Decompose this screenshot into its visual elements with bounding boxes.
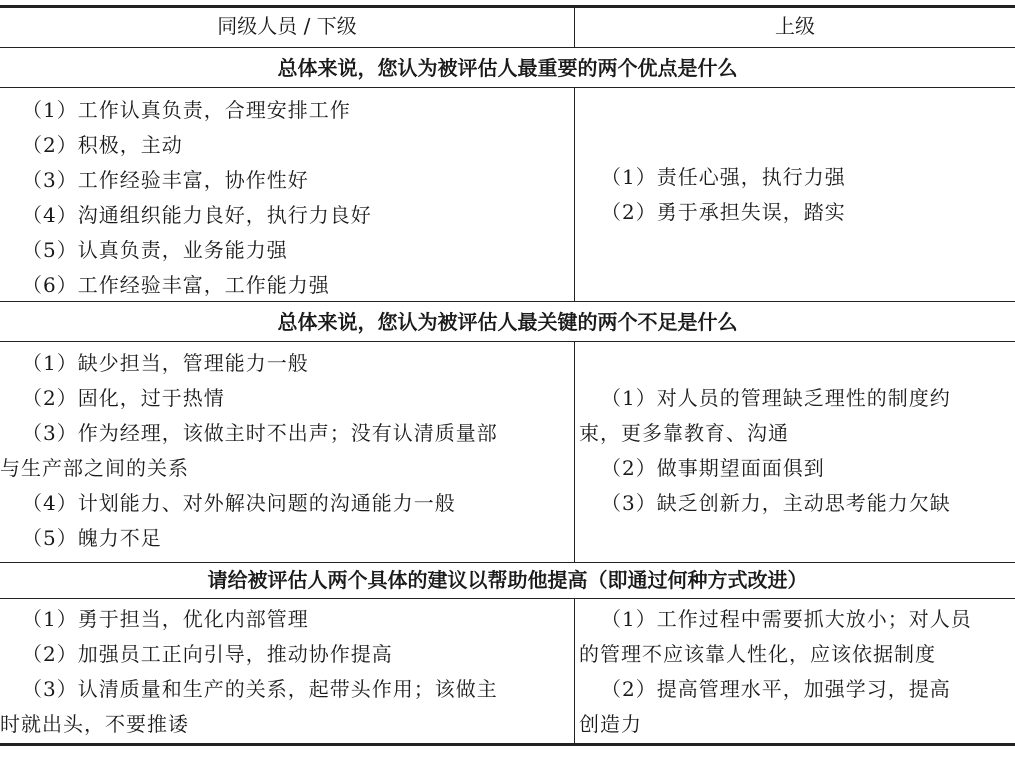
section-2-superior-cell <box>579 381 1009 521</box>
list-item-continuation: 创造力 <box>579 712 642 736</box>
section-2-peer-cell <box>0 346 570 556</box>
list-item: （4）计划能力、对外解决问题的沟通能力一般 <box>22 491 456 515</box>
list-item: （2）积极，主动 <box>22 133 183 157</box>
list-item: （5）魄力不足 <box>22 526 162 550</box>
section-2-title: 总体来说，您认为被评估人最关键的两个不足是什么 <box>277 310 738 334</box>
list-item: （2）固化，过于热情 <box>22 386 225 410</box>
list-item: （6）工作经验丰富，工作能力强 <box>22 273 330 297</box>
section-1-title: 总体来说，您认为被评估人最重要的两个优点是什么 <box>277 56 738 80</box>
list-item: （5）认真负责，业务能力强 <box>22 238 288 262</box>
section-3-title-rule <box>0 598 1015 599</box>
header-superior: 上级 <box>775 14 815 38</box>
list-item-continuation: 与生产部之间的关系 <box>0 456 189 480</box>
list-item: （2）做事期望面面俱到 <box>601 456 825 480</box>
list-item-continuation: 的管理不应该靠人性化，应该依据制度 <box>579 642 936 666</box>
list-item-continuation: 束，更多靠教育、沟通 <box>579 421 789 445</box>
list-item: （1）勇于担当，优化内部管理 <box>22 607 309 631</box>
list-item: （1）缺少担当，管理能力一般 <box>22 351 309 375</box>
list-item: （1）对人员的管理缺乏理性的制度约 <box>601 386 951 410</box>
list-item: （3）作为经理，该做主时不出声；没有认清质量部 <box>22 421 498 445</box>
list-item-continuation: 时就出头，不要推诿 <box>0 712 189 736</box>
list-item: （3）认清质量和生产的关系，起带头作用；该做主 <box>22 677 498 701</box>
section-3-title: 请给被评估人两个具体的建议以帮助他提高（即通过何种方式改进） <box>207 568 808 592</box>
list-item: （3）工作经验丰富，协作性好 <box>22 168 309 192</box>
header-peer-subordinate: 同级人员 / 下级 <box>217 14 357 38</box>
list-item: （1）责任心强，执行力强 <box>601 165 846 189</box>
list-item: （3）缺乏创新力，主动思考能力欠缺 <box>601 491 951 515</box>
section-1-superior-cell <box>579 160 1009 230</box>
list-item: （1）工作过程中需要抓大放小；对人员 <box>601 607 972 631</box>
list-item: （2）加强员工正向引导，推动协作提高 <box>22 642 393 666</box>
column-divider <box>574 342 575 562</box>
column-divider <box>574 599 575 743</box>
section-3-peer-cell <box>0 602 570 742</box>
list-item: （2）提高管理水平，加强学习，提高 <box>601 677 951 701</box>
section-3-superior-cell <box>579 602 1009 742</box>
section-1-peer-cell <box>0 93 570 303</box>
column-divider <box>574 88 575 301</box>
list-item: （4）沟通组织能力良好，执行力良好 <box>22 203 372 227</box>
list-item: （2）勇于承担失误，踏实 <box>601 200 846 224</box>
list-item: （1）工作认真负责，合理安排工作 <box>22 98 351 122</box>
table-bottom-rule <box>0 743 1015 746</box>
